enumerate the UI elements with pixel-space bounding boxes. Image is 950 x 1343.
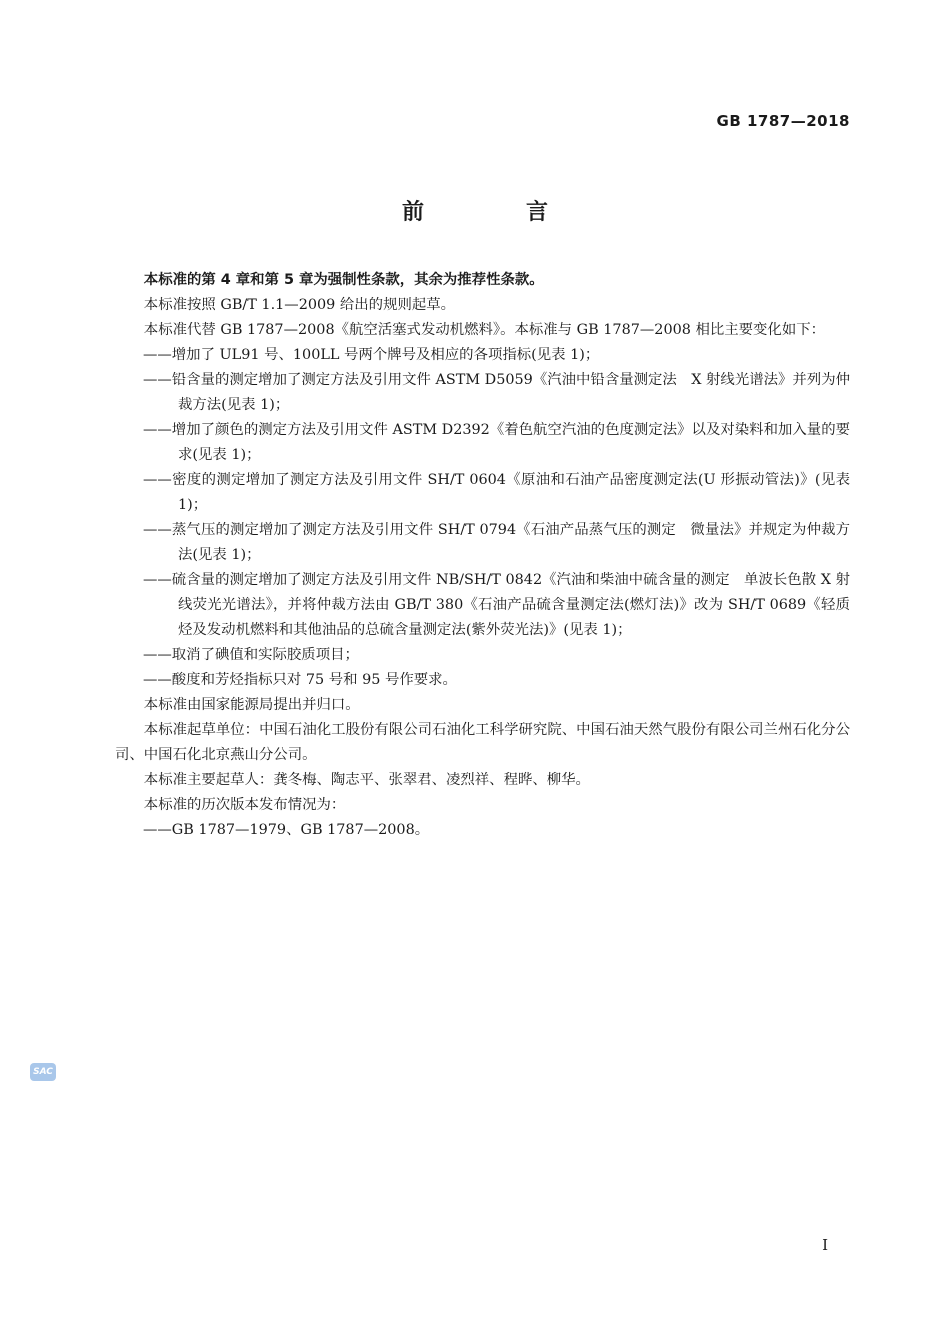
change-item: ——蒸气压的测定增加了测定方法及引用文件 SH/T 0794《石油产品蒸气压的测定 微量法》并规定为仲裁方法(见表 1)； (143, 522, 850, 563)
foreword-body (115, 268, 850, 843)
history-item: ——GB 1787—1979、GB 1787—2008。 (143, 822, 430, 838)
change-item: ——增加了颜色的测定方法及引用文件 ASTM D2392《着色航空汽油的色度测定法》以及对染料和加入量的要求(见表 1)； (143, 422, 850, 463)
change-item: ——取消了碘值和实际胶质项目； (143, 647, 359, 663)
page-title: 前 言 (401, 200, 588, 225)
change-item: ——铅含量的测定增加了测定方法及引用文件 ASTM D5059《汽油中铅含量测定法 X 射线光谱法》并列为仲裁方法(见表 1)； (143, 372, 850, 413)
sac-logo-watermark: SAC (30, 1063, 56, 1081)
change-item: ——硫含量的测定增加了测定方法及引用文件 NB/SH/T 0842《汽油和柴油中硫含量的测定 单波长色散 X 射线荧光光谱法》，并将仲裁方法由 GB/T 380《石油产品硫含量测定法(燃灯法)》改为 SH/T 0689《轻质烃及发动机燃料和其他油品的总硫含量测定法(紫外荧光法)》(见表 1)； (143, 572, 850, 638)
proposer-paragraph: 本标准由国家能源局提出并归口。 (143, 697, 360, 713)
history-heading: 本标准的历次版本发布情况为： (143, 797, 346, 813)
change-item: ——酸度和芳烃指标只对 75 号和 95 号作要求。 (143, 672, 457, 688)
drafting-units-paragraph: 本标准起草单位：中国石油化工股份有限公司石油化工科学研究院、中国石油天然气股份有限公司兰州石化分公司、中国石化北京燕山分公司。 (115, 722, 850, 763)
change-item: ——密度的测定增加了测定方法及引用文件 SH/T 0604《原油和石油产品密度测定法(U 形振动管法)》(见表 1)； (143, 472, 850, 513)
drafting-rules-paragraph: 本标准按照 GB/T 1.1—2009 给出的规则起草。 (143, 297, 456, 313)
standard-code: GB 1787—2018 (716, 112, 850, 130)
mandatory-clause-note: 本标准的第 4 章和第 5 章为强制性条款，其余为推荐性条款。 (143, 272, 544, 288)
replacement-paragraph: 本标准代替 GB 1787—2008《航空活塞式发动机燃料》。本标准与 GB 1787—2008 相比主要变化如下： (143, 322, 825, 338)
page-number: Ⅰ (822, 1236, 828, 1254)
drafters-paragraph: 本标准主要起草人：龚冬梅、陶志平、张翠君、凌烈祥、程晔、柳华。 (143, 772, 590, 788)
change-item: ——增加了 UL91 号、100LL 号两个牌号及相应的各项指标(见表 1)； (143, 347, 600, 363)
